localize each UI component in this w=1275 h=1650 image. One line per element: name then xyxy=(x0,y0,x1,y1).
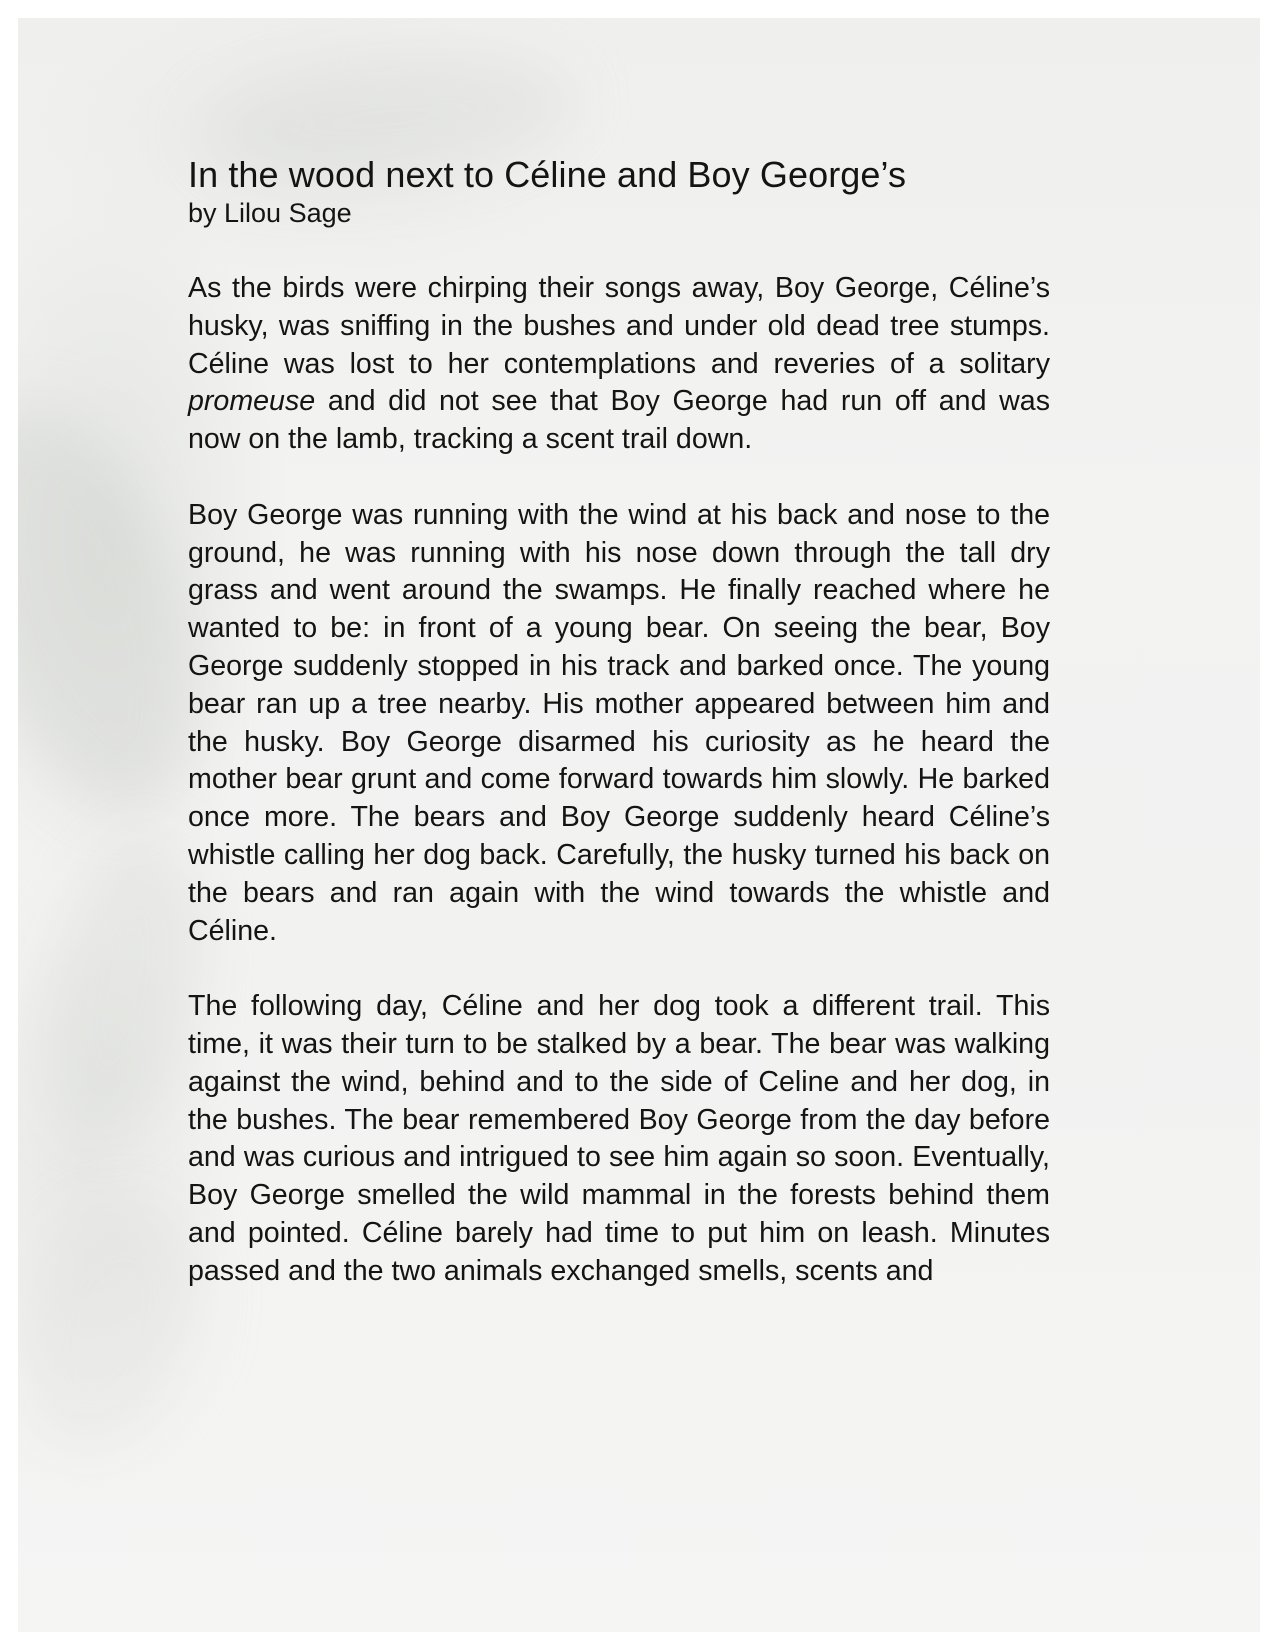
italic-word: promeuse xyxy=(188,385,316,418)
document-title: In the wood next to Céline and Boy George’s xyxy=(188,154,907,195)
author-byline: by Lilou Sage xyxy=(188,198,352,228)
paragraph-1-text-a: As the birds were chirping their songs away, Boy George, Céline’s husky, was sniffing in the bushes and under old dead tree stumps. Céline was lost to her contemplations and reveries of a solitary xyxy=(188,272,1050,380)
paragraph-2: Boy George was running with the wind at his back and nose to the ground, he was running with his nose down through the tall dry grass and went around the swamps. He finally reached where he wanted to be: in front of a young bear. On seeing the bear, Boy George suddenly stopped in his track and barked once. The young bear ran up a tree nearby. His mother appeared between him and the husky. Boy George disarmed his curiosity as he heard the mother bear grunt and come forward towards him slowly. He barked once more. The bears and Boy George suddenly heard Céline’s whistle calling her dog back. Carefully, the husky turned his back on the bears and ran again with the wind towards the whistle and Céline. xyxy=(188,498,1050,947)
paragraph-1 xyxy=(188,270,1050,459)
paragraph-1-text-b: and did not see that Boy George had run off and was now on the lamb, tracking a scent trail down. xyxy=(188,385,1050,456)
page-sheet xyxy=(18,18,1260,1632)
document-body xyxy=(188,154,1050,1328)
paragraph-3: The following day, Céline and her dog took a different trail. This time, it was their turn to be stalked by a bear. The bear was walking against the wind, behind and to the side of Celine and her dog, in the bushes. The bear remembered Boy George from the day before and was curious and intrigued to see him again so soon. Eventually, Boy George smelled the wild mammal in the forests behind them and pointed. Céline barely had time to put him on leash. Minutes passed and the two animals exchanged smells, scents and xyxy=(188,990,1050,1287)
